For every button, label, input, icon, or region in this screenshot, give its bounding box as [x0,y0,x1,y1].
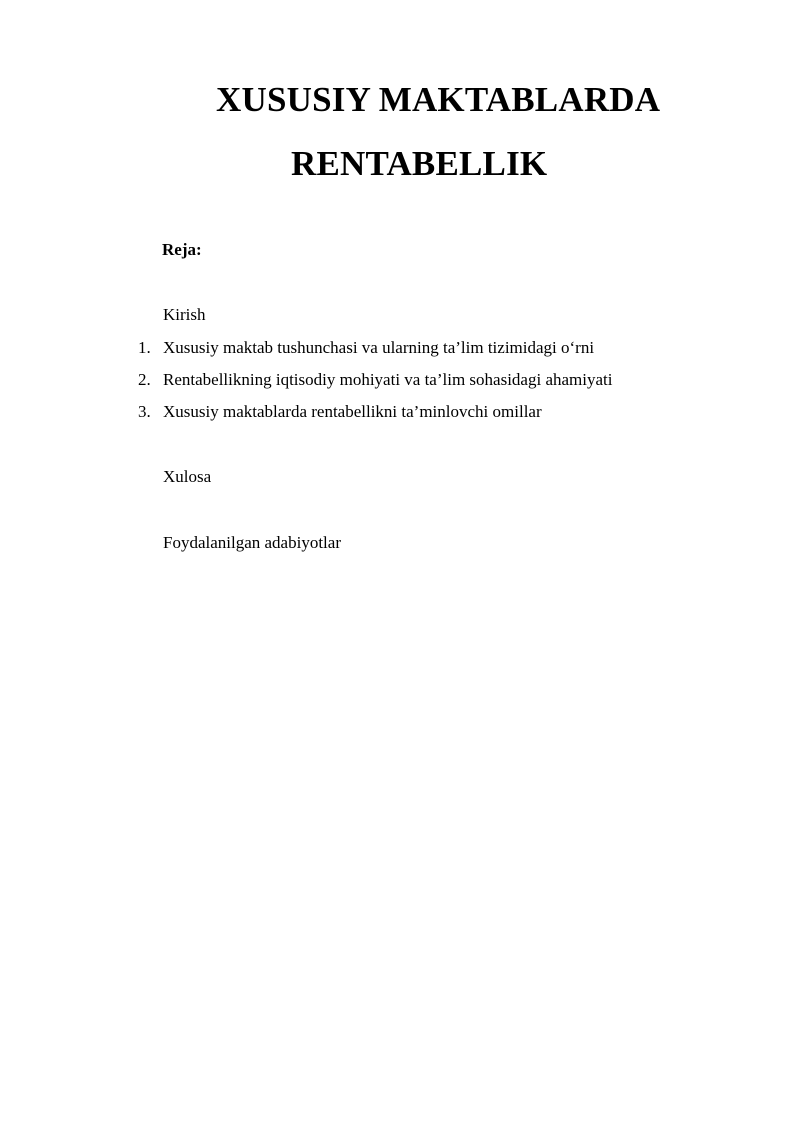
plan-item-2-text: Rentabellikning iqtisodiy mohiyati va ta’lim sohasidagi ahamiyati [163,370,613,389]
plan-heading: Reja: [162,240,202,259]
document-title-line-1: XUSUSIY MAKTABLARDA [216,80,661,119]
plan-item-3-text: Xususiy maktablarda rentabellikni ta’minlovchi omillar [163,402,542,421]
intro-entry: Kirish [163,305,206,324]
document-title-line-2: RENTABELLIK [291,144,548,183]
references-entry: Foydalanilgan adabiyotlar [163,533,341,552]
conclusion-entry: Xulosa [163,467,212,486]
plan-item-1-text: Xususiy maktab tushunchasi va ularning ta’lim tizimidagi o‘rni [163,338,595,357]
plan-item-2-number: 2. [138,370,151,389]
plan-item-1-number: 1. [138,338,151,357]
plan-item-3-number: 3. [138,402,151,421]
